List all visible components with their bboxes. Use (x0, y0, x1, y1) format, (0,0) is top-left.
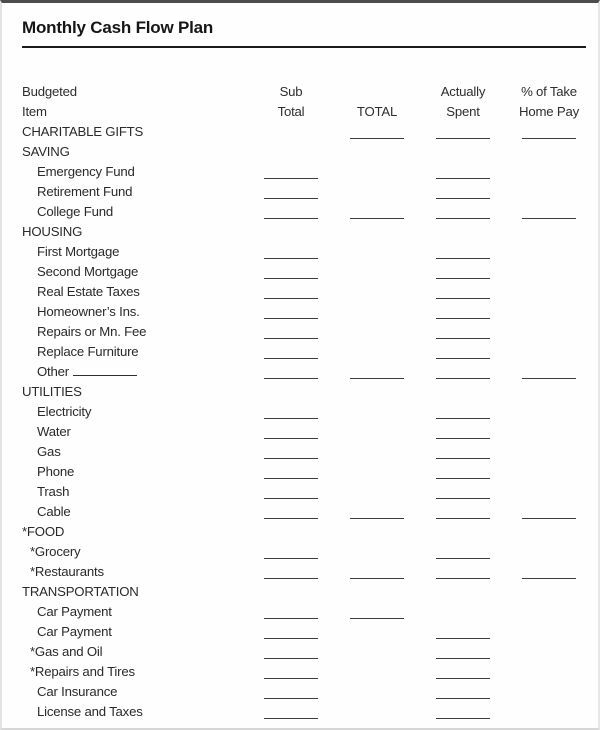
column-header-actually-spent: Actually Spent (440, 84, 486, 119)
cell-spent (420, 562, 506, 582)
blank-line (436, 418, 490, 419)
table-row (2, 222, 598, 242)
row-label (22, 502, 248, 522)
blank-line (522, 218, 576, 219)
blank-line (264, 578, 318, 579)
cell-pct (506, 622, 592, 642)
row-label (22, 702, 248, 722)
row-label (22, 362, 248, 382)
row-label (22, 262, 248, 282)
cell-spent (420, 142, 506, 162)
table-row (2, 202, 598, 222)
cell-pct (506, 162, 592, 182)
cell-spent (420, 482, 506, 502)
blank-line (522, 378, 576, 379)
cell-spent (420, 442, 506, 462)
blank-line (436, 698, 490, 699)
blank-line (264, 218, 318, 219)
blank-line (264, 478, 318, 479)
cell-total (334, 582, 420, 602)
row-label (22, 302, 248, 322)
cell-sub (248, 422, 334, 442)
row-label (22, 322, 248, 342)
row-label-text: Replace Furniture (37, 344, 139, 359)
blank-line (436, 478, 490, 479)
cell-pct (506, 642, 592, 662)
blank-line (350, 518, 404, 519)
table-row (2, 122, 598, 142)
cell-pct (506, 562, 592, 582)
cell-total (334, 142, 420, 162)
blank-line (436, 198, 490, 199)
cell-spent (420, 382, 506, 402)
row-label-text: *FOOD (22, 524, 65, 539)
cell-sub (248, 702, 334, 722)
row-label-text: Second Mortgage (37, 264, 139, 279)
cell-sub (248, 222, 334, 242)
blank-line (264, 298, 318, 299)
column-header-pct-take-home: % of Take Home Pay (519, 84, 579, 119)
table-row (2, 502, 598, 522)
blank-line (436, 578, 490, 579)
cell-pct (506, 442, 592, 462)
blank-line (350, 138, 404, 139)
cell-sub (248, 242, 334, 262)
blank-line (264, 658, 318, 659)
cell-total (334, 562, 420, 582)
table-row (2, 142, 598, 162)
row-label (22, 342, 248, 362)
row-label (22, 462, 248, 482)
row-label-text: TRANSPORTATION (22, 584, 139, 599)
cell-spent (420, 502, 506, 522)
blank-line (436, 338, 490, 339)
row-label-text: First Mortgage (37, 244, 120, 259)
blank-line (436, 318, 490, 319)
cell-sub (248, 602, 334, 622)
row-label (22, 282, 248, 302)
cell-spent (420, 302, 506, 322)
cell-pct (506, 302, 592, 322)
cell-total (334, 122, 420, 142)
row-label-text: Trash (37, 484, 70, 499)
cell-total (334, 322, 420, 342)
cell-pct (506, 502, 592, 522)
cell-total (334, 522, 420, 542)
cell-pct (506, 542, 592, 562)
row-label-text: College Fund (37, 204, 114, 219)
cell-pct (506, 662, 592, 682)
table-row (2, 522, 598, 542)
cell-pct (506, 202, 592, 222)
row-label-text: Homeowner’s Ins. (37, 304, 140, 319)
blank-line (264, 638, 318, 639)
row-label (22, 642, 248, 662)
table-row (2, 322, 598, 342)
blank-line (264, 498, 318, 499)
table-row (2, 702, 598, 722)
blank-line (350, 578, 404, 579)
table-row (2, 682, 598, 702)
row-label-text: *Restaurants (30, 564, 104, 579)
row-label (22, 442, 248, 462)
blank-line (264, 458, 318, 459)
cell-sub (248, 182, 334, 202)
row-label-text: CHARITABLE GIFTS (22, 124, 144, 139)
table-row (2, 462, 598, 482)
blank-line (350, 378, 404, 379)
blank-line (350, 618, 404, 619)
table-row (2, 182, 598, 202)
cell-total (334, 182, 420, 202)
row-label-text: Electricity (37, 404, 92, 419)
table-row (2, 562, 598, 582)
blank-line (436, 258, 490, 259)
blank-line (436, 438, 490, 439)
cell-sub (248, 202, 334, 222)
cell-total (334, 202, 420, 222)
blank-line (264, 358, 318, 359)
cell-sub (248, 302, 334, 322)
cell-pct (506, 182, 592, 202)
row-label (22, 662, 248, 682)
cell-spent (420, 702, 506, 722)
cell-total (334, 262, 420, 282)
cell-sub (248, 622, 334, 642)
row-label (22, 182, 248, 202)
cell-pct (506, 482, 592, 502)
blank-line (264, 438, 318, 439)
table-row (2, 382, 598, 402)
cell-total (334, 482, 420, 502)
row-label (22, 602, 248, 622)
row-label-text: Car Payment (37, 624, 112, 639)
row-label-text: Retirement Fund (37, 184, 133, 199)
cell-total (334, 622, 420, 642)
row-label-text: HOUSING (22, 224, 83, 239)
cell-sub (248, 562, 334, 582)
row-label (22, 682, 248, 702)
cell-spent (420, 542, 506, 562)
row-label-text: Water (37, 424, 71, 439)
cell-sub (248, 322, 334, 342)
cell-pct (506, 402, 592, 422)
cell-sub (248, 282, 334, 302)
table-row (2, 362, 598, 382)
row-label (22, 142, 248, 162)
blank-line (436, 178, 490, 179)
blank-line (264, 198, 318, 199)
table-row (2, 582, 598, 602)
cell-pct (506, 242, 592, 262)
cell-pct (506, 602, 592, 622)
cell-total (334, 402, 420, 422)
row-label (22, 202, 248, 222)
row-label-text: Cable (37, 504, 71, 519)
row-label (22, 562, 248, 582)
row-label (22, 402, 248, 422)
row-label (22, 582, 248, 602)
table-row (2, 422, 598, 442)
column-header-total: TOTAL (356, 104, 398, 119)
cell-pct (506, 122, 592, 142)
cell-total (334, 702, 420, 722)
cell-sub (248, 362, 334, 382)
row-label-text: Other (37, 364, 69, 379)
row-label-text: SAVING (22, 144, 70, 159)
row-label-text: Emergency Fund (37, 164, 135, 179)
cell-total (334, 282, 420, 302)
row-label (22, 622, 248, 642)
cell-total (334, 422, 420, 442)
cell-total (334, 342, 420, 362)
blank-line (264, 698, 318, 699)
cell-total (334, 442, 420, 462)
blank-line (436, 638, 490, 639)
form-rows (2, 122, 598, 722)
cell-sub (248, 502, 334, 522)
cell-spent (420, 362, 506, 382)
row-label-text: Repairs or Mn. Fee (37, 324, 147, 339)
row-label (22, 242, 248, 262)
table-row (2, 442, 598, 462)
row-label-text: *Repairs and Tires (30, 664, 135, 679)
cell-sub (248, 522, 334, 542)
cell-total (334, 462, 420, 482)
cell-pct (506, 462, 592, 482)
blank-line (264, 718, 318, 719)
cell-pct (506, 342, 592, 362)
cell-total (334, 302, 420, 322)
table-row (2, 482, 598, 502)
row-label-text: UTILITIES (22, 384, 82, 399)
cell-sub (248, 442, 334, 462)
table-row (2, 622, 598, 642)
blank-line (436, 718, 490, 719)
cell-sub (248, 482, 334, 502)
cell-pct (506, 262, 592, 282)
row-label-text: License and Taxes (37, 704, 143, 719)
cell-spent (420, 462, 506, 482)
blank-line (436, 298, 490, 299)
table-row (2, 282, 598, 302)
cell-total (334, 602, 420, 622)
cell-spent (420, 342, 506, 362)
cell-pct (506, 142, 592, 162)
cell-sub (248, 162, 334, 182)
row-label (22, 122, 248, 142)
cell-sub (248, 402, 334, 422)
cell-spent (420, 642, 506, 662)
blank-line (264, 338, 318, 339)
cell-pct (506, 582, 592, 602)
cell-spent (420, 162, 506, 182)
cell-spent (420, 582, 506, 602)
row-label (22, 482, 248, 502)
cell-total (334, 222, 420, 242)
row-label-text: Car Payment (37, 604, 112, 619)
cell-spent (420, 202, 506, 222)
cell-spent (420, 682, 506, 702)
cell-total (334, 682, 420, 702)
blank-line (436, 518, 490, 519)
blank-line (264, 278, 318, 279)
cell-pct (506, 322, 592, 342)
cell-total (334, 382, 420, 402)
cell-pct (506, 682, 592, 702)
cell-spent (420, 122, 506, 142)
title-bar (22, 18, 586, 48)
row-label-text: Car Insurance (37, 684, 118, 699)
cell-sub (248, 122, 334, 142)
cell-total (334, 502, 420, 522)
column-headers (2, 82, 598, 122)
cell-sub (248, 642, 334, 662)
blank-line (436, 558, 490, 559)
cell-pct (506, 702, 592, 722)
row-label (22, 222, 248, 242)
table-row (2, 402, 598, 422)
cell-sub (248, 542, 334, 562)
table-row (2, 302, 598, 322)
row-label (22, 542, 248, 562)
cell-sub (248, 142, 334, 162)
blank-line (436, 138, 490, 139)
column-header-budgeted-item: Budgeted Item (22, 84, 77, 119)
cell-sub (248, 342, 334, 362)
table-row (2, 662, 598, 682)
blank-line (264, 178, 318, 179)
inline-blank-line (73, 374, 137, 376)
blank-line (436, 498, 490, 499)
cell-total (334, 662, 420, 682)
blank-line (522, 578, 576, 579)
page-title: Monthly Cash Flow Plan (22, 18, 214, 37)
table-row (2, 262, 598, 282)
cell-sub (248, 262, 334, 282)
cell-spent (420, 422, 506, 442)
cell-spent (420, 522, 506, 542)
blank-line (264, 558, 318, 559)
blank-line (436, 658, 490, 659)
cell-sub (248, 462, 334, 482)
row-label-text: Real Estate Taxes (37, 284, 140, 299)
table-row (2, 162, 598, 182)
row-label-text: Gas (37, 444, 61, 459)
row-label-text: *Gas and Oil (30, 644, 103, 659)
blank-line (264, 258, 318, 259)
cell-spent (420, 262, 506, 282)
blank-line (436, 678, 490, 679)
blank-line (264, 518, 318, 519)
row-label (22, 162, 248, 182)
cell-spent (420, 282, 506, 302)
row-label (22, 382, 248, 402)
blank-line (436, 358, 490, 359)
row-label (22, 522, 248, 542)
cell-spent (420, 322, 506, 342)
row-label (22, 422, 248, 442)
cell-total (334, 642, 420, 662)
blank-line (436, 458, 490, 459)
cell-total (334, 242, 420, 262)
cell-pct (506, 222, 592, 242)
cell-total (334, 362, 420, 382)
table-row (2, 242, 598, 262)
blank-line (264, 678, 318, 679)
cell-pct (506, 362, 592, 382)
blank-line (264, 378, 318, 379)
table-row (2, 602, 598, 622)
blank-line (436, 278, 490, 279)
blank-line (522, 138, 576, 139)
blank-line (264, 618, 318, 619)
blank-line (264, 418, 318, 419)
blank-line (264, 318, 318, 319)
row-label-text: Phone (37, 464, 75, 479)
cell-pct (506, 282, 592, 302)
blank-line (436, 218, 490, 219)
cell-pct (506, 382, 592, 402)
cell-pct (506, 422, 592, 442)
blank-line (350, 218, 404, 219)
cell-sub (248, 662, 334, 682)
blank-line (522, 518, 576, 519)
cell-spent (420, 622, 506, 642)
cell-spent (420, 222, 506, 242)
table-row (2, 542, 598, 562)
cell-sub (248, 382, 334, 402)
row-label-text: *Grocery (30, 544, 81, 559)
cell-sub (248, 582, 334, 602)
cell-pct (506, 522, 592, 542)
blank-line (436, 378, 490, 379)
cell-spent (420, 242, 506, 262)
cell-sub (248, 682, 334, 702)
table-row (2, 642, 598, 662)
column-header-sub-total: Sub Total (277, 84, 305, 119)
cell-total (334, 162, 420, 182)
cell-spent (420, 602, 506, 622)
cell-spent (420, 402, 506, 422)
cell-spent (420, 662, 506, 682)
table-row (2, 342, 598, 362)
cell-total (334, 542, 420, 562)
cell-spent (420, 182, 506, 202)
